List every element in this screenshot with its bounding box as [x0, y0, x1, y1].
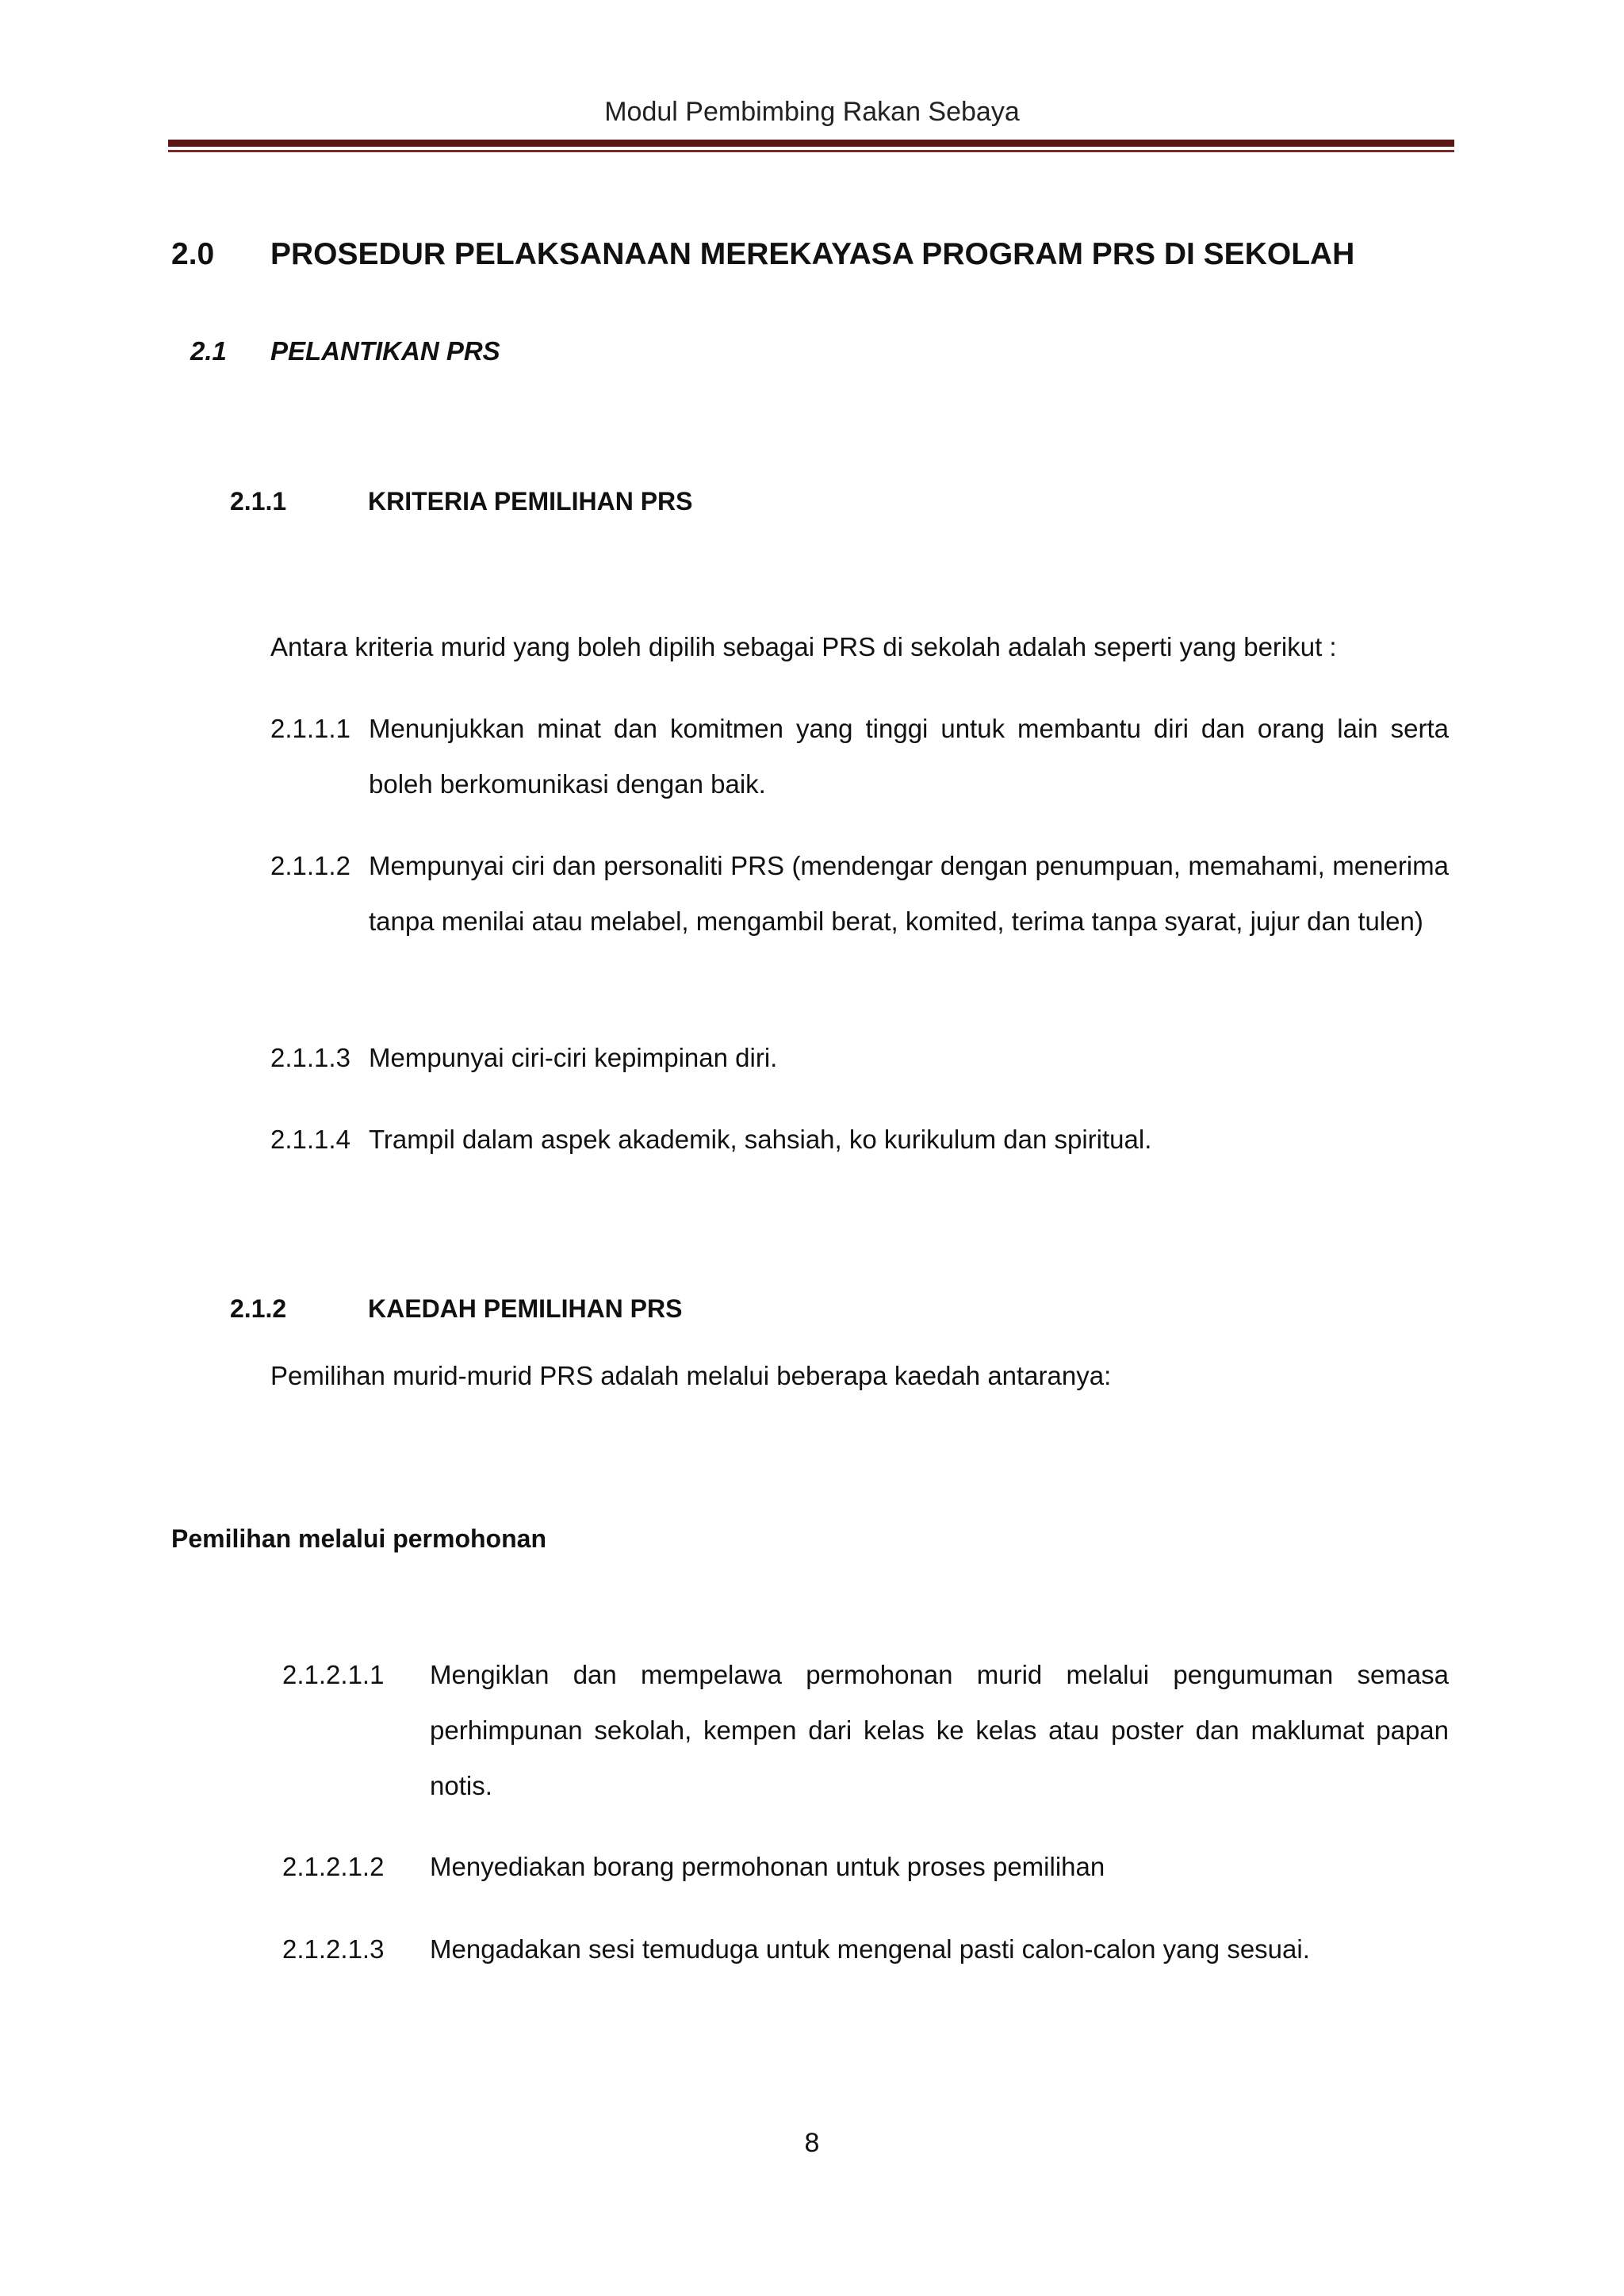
criteria-item-number: 2.1.1.3	[270, 1043, 350, 1072]
section-title: PROSEDUR PELAKSANAAN MEREKAYASA PROGRAM PRS DI SEKOLAH	[270, 237, 1355, 271]
criteria-title: KRITERIA PEMILIHAN PRS	[368, 487, 693, 516]
application-item	[282, 1839, 1449, 1895]
criteria-item-number: 2.1.1.2	[270, 851, 350, 880]
criteria-item-text: Trampil dalam aspek akademik, sahsiah, ko kurikulum dan spiritual.	[369, 1125, 1152, 1154]
method-intro: Pemilihan murid-murid PRS adalah melalui beberapa kaedah antaranya:	[270, 1361, 1112, 1390]
criteria-item	[270, 701, 1449, 812]
application-item-text: Mengiklan dan mempelawa permohonan murid melalui pengumuman semasa perhimpunan sekolah, kempen dari kelas ke kelas atau poster dan maklumat papan notis.	[430, 1660, 1449, 1800]
application-item-number: 2.1.2.1.3	[282, 1934, 385, 1964]
application-item	[282, 1647, 1449, 1814]
criteria-item-text: Mempunyai ciri-ciri kepimpinan diri.	[369, 1043, 778, 1072]
method-title: KAEDAH PEMILIHAN PRS	[368, 1294, 683, 1323]
criteria-item	[270, 1030, 1449, 1086]
criteria-item-text: Menunjukkan minat dan komitmen yang tinggi untuk membantu diri dan orang lain serta boleh berkomunikasi dengan baik.	[369, 714, 1449, 799]
application-item-number: 2.1.2.1.2	[282, 1852, 385, 1881]
criteria-intro: Antara kriteria murid yang boleh dipilih sebagai PRS di sekolah adalah seperti yang berikut :	[270, 632, 1337, 661]
application-item-number: 2.1.2.1.1	[282, 1660, 385, 1689]
header-rule-thin	[168, 150, 1454, 152]
criteria-number: 2.1.1	[230, 487, 287, 516]
criteria-item-number: 2.1.1.1	[270, 714, 350, 743]
application-item-text: Menyediakan borang permohonan untuk proses pemilihan	[430, 1852, 1105, 1881]
criteria-item	[270, 1112, 1449, 1167]
application-item-text: Mengadakan sesi temuduga untuk mengenal pasti calon-calon yang sesuai.	[430, 1934, 1310, 1964]
method-number: 2.1.2	[230, 1294, 287, 1323]
running-header: Modul Pembimbing Rakan Sebaya	[604, 97, 1020, 127]
criteria-item-number: 2.1.1.4	[270, 1125, 350, 1154]
subsection-number: 2.1	[190, 336, 227, 366]
criteria-item	[270, 838, 1449, 949]
section-number: 2.0	[171, 237, 215, 271]
application-heading: Pemilihan melalui permohonan	[171, 1524, 546, 1553]
subsection-title: PELANTIKAN PRS	[270, 336, 500, 366]
header-rule-thick	[168, 140, 1454, 147]
page-number: 8	[804, 2128, 820, 2158]
application-item	[282, 1922, 1449, 1977]
criteria-item-text: Mempunyai ciri dan personaliti PRS (mendengar dengan penumpuan, memahami, menerima tanpa menilai atau melabel, mengambil berat, komited, terima tanpa syarat, jujur dan tulen)	[369, 851, 1449, 936]
